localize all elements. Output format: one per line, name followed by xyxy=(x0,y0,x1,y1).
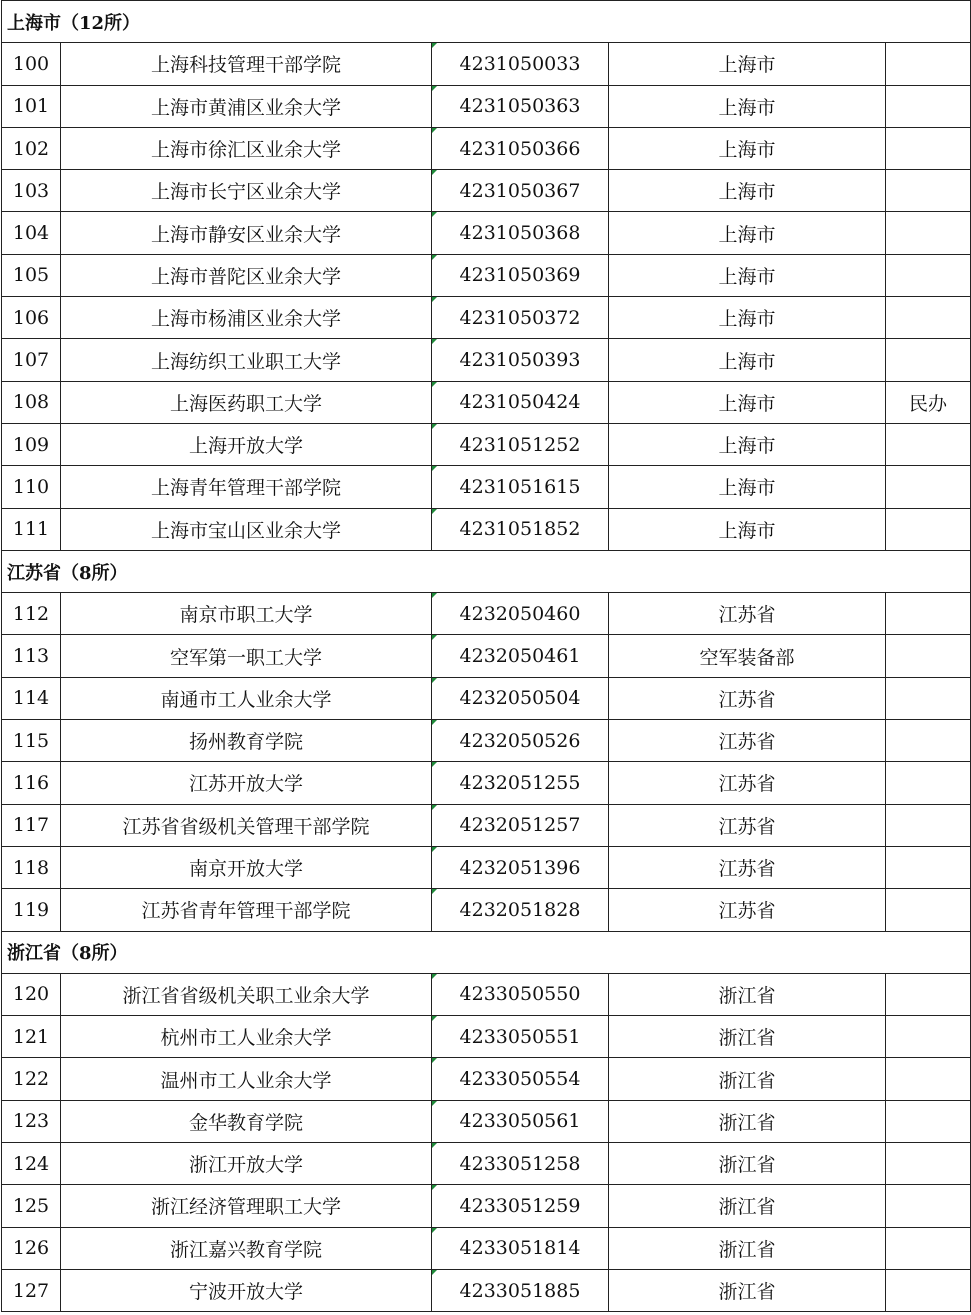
institution-code-cell: 4231050368 xyxy=(432,212,609,254)
authority-cell: 上海市 xyxy=(609,127,886,169)
table-row xyxy=(2,1227,971,1269)
authority-cell: 空军装备部 xyxy=(609,635,886,677)
institution-code-cell: 4233051259 xyxy=(432,1185,609,1227)
note-cell xyxy=(886,170,971,212)
institution-code-cell: 4231050367 xyxy=(432,170,609,212)
note-cell xyxy=(886,889,971,931)
authority-cell: 浙江省 xyxy=(609,1100,886,1142)
row-number-cell: 119 xyxy=(2,889,61,931)
institution-name-cell: 空军第一职工大学 xyxy=(61,635,432,677)
authority-cell: 浙江省 xyxy=(609,1269,886,1311)
note-cell xyxy=(886,43,971,85)
section-header-row xyxy=(2,1,971,43)
table-row xyxy=(2,254,971,296)
note-cell xyxy=(886,466,971,508)
institution-name-cell: 南京市职工大学 xyxy=(61,593,432,635)
row-number-cell: 109 xyxy=(2,423,61,465)
row-number-cell: 125 xyxy=(2,1185,61,1227)
note-cell xyxy=(886,1100,971,1142)
institution-code-cell: 4231051252 xyxy=(432,423,609,465)
note-cell xyxy=(886,508,971,550)
authority-cell: 浙江省 xyxy=(609,1185,886,1227)
note-cell xyxy=(886,339,971,381)
note-cell xyxy=(886,1269,971,1311)
institution-name-cell: 金华教育学院 xyxy=(61,1100,432,1142)
authority-cell: 上海市 xyxy=(609,466,886,508)
table-row xyxy=(2,423,971,465)
table-row xyxy=(2,127,971,169)
authority-cell: 上海市 xyxy=(609,43,886,85)
row-number-cell: 116 xyxy=(2,762,61,804)
table-row xyxy=(2,804,971,846)
note-cell xyxy=(886,212,971,254)
authority-cell: 上海市 xyxy=(609,212,886,254)
row-number-cell: 108 xyxy=(2,381,61,423)
institution-code-cell: 4233050561 xyxy=(432,1100,609,1142)
authority-cell: 浙江省 xyxy=(609,1143,886,1185)
institution-name-cell: 温州市工人业余大学 xyxy=(61,1058,432,1100)
table-row xyxy=(2,466,971,508)
note-cell xyxy=(886,254,971,296)
row-number-cell: 111 xyxy=(2,508,61,550)
institution-code-cell: 4231050363 xyxy=(432,85,609,127)
authority-cell: 上海市 xyxy=(609,508,886,550)
table-row xyxy=(2,339,971,381)
authority-cell: 浙江省 xyxy=(609,1227,886,1269)
row-number-cell: 115 xyxy=(2,720,61,762)
row-number-cell: 112 xyxy=(2,593,61,635)
row-number-cell: 127 xyxy=(2,1269,61,1311)
institution-code-cell: 4231050424 xyxy=(432,381,609,423)
section-title: 浙江省（8所） xyxy=(2,931,971,973)
table-row xyxy=(2,846,971,888)
institution-code-cell: 4232050526 xyxy=(432,720,609,762)
institution-name-cell: 上海开放大学 xyxy=(61,423,432,465)
institution-name-cell: 浙江嘉兴教育学院 xyxy=(61,1227,432,1269)
row-number-cell: 106 xyxy=(2,297,61,339)
table-row xyxy=(2,889,971,931)
row-number-cell: 124 xyxy=(2,1143,61,1185)
table-row xyxy=(2,1100,971,1142)
institution-name-cell: 杭州市工人业余大学 xyxy=(61,1016,432,1058)
table-row xyxy=(2,1016,971,1058)
authority-cell: 江苏省 xyxy=(609,889,886,931)
row-number-cell: 110 xyxy=(2,466,61,508)
authority-cell: 上海市 xyxy=(609,339,886,381)
institution-name-cell: 浙江省省级机关职工业余大学 xyxy=(61,973,432,1015)
row-number-cell: 104 xyxy=(2,212,61,254)
note-cell xyxy=(886,1016,971,1058)
note-cell xyxy=(886,297,971,339)
institution-code-cell: 4232050504 xyxy=(432,677,609,719)
row-number-cell: 126 xyxy=(2,1227,61,1269)
institution-name-cell: 上海科技管理干部学院 xyxy=(61,43,432,85)
table-row xyxy=(2,297,971,339)
note-cell xyxy=(886,804,971,846)
authority-cell: 江苏省 xyxy=(609,720,886,762)
table-row xyxy=(2,170,971,212)
institutions-table xyxy=(1,0,971,1312)
institution-name-cell: 浙江开放大学 xyxy=(61,1143,432,1185)
table-row xyxy=(2,677,971,719)
institution-code-cell: 4232051255 xyxy=(432,762,609,804)
section-header-row xyxy=(2,550,971,592)
note-cell xyxy=(886,762,971,804)
institution-name-cell: 上海市徐汇区业余大学 xyxy=(61,127,432,169)
table-row xyxy=(2,43,971,85)
section-header-row xyxy=(2,931,971,973)
note-cell xyxy=(886,720,971,762)
note-cell xyxy=(886,635,971,677)
authority-cell: 上海市 xyxy=(609,170,886,212)
institution-code-cell: 4233050550 xyxy=(432,973,609,1015)
institution-code-cell: 4233050554 xyxy=(432,1058,609,1100)
note-cell xyxy=(886,1143,971,1185)
table-body xyxy=(2,1,971,1312)
authority-cell: 江苏省 xyxy=(609,804,886,846)
institution-code-cell: 4231050033 xyxy=(432,43,609,85)
note-cell xyxy=(886,973,971,1015)
note-cell xyxy=(886,593,971,635)
authority-cell: 江苏省 xyxy=(609,846,886,888)
institution-code-cell: 4233051258 xyxy=(432,1143,609,1185)
row-number-cell: 117 xyxy=(2,804,61,846)
institution-name-cell: 宁波开放大学 xyxy=(61,1269,432,1311)
note-cell: 民办 xyxy=(886,381,971,423)
institution-code-cell: 4232051257 xyxy=(432,804,609,846)
table-row xyxy=(2,1269,971,1311)
table-row xyxy=(2,762,971,804)
institution-name-cell: 上海纺织工业职工大学 xyxy=(61,339,432,381)
table-row xyxy=(2,973,971,1015)
row-number-cell: 118 xyxy=(2,846,61,888)
institution-code-cell: 4232050461 xyxy=(432,635,609,677)
institution-name-cell: 上海市宝山区业余大学 xyxy=(61,508,432,550)
authority-cell: 江苏省 xyxy=(609,677,886,719)
note-cell xyxy=(886,846,971,888)
row-number-cell: 105 xyxy=(2,254,61,296)
authority-cell: 浙江省 xyxy=(609,1016,886,1058)
institution-name-cell: 江苏省省级机关管理干部学院 xyxy=(61,804,432,846)
row-number-cell: 114 xyxy=(2,677,61,719)
authority-cell: 上海市 xyxy=(609,297,886,339)
row-number-cell: 123 xyxy=(2,1100,61,1142)
note-cell xyxy=(886,85,971,127)
note-cell xyxy=(886,423,971,465)
note-cell xyxy=(886,1227,971,1269)
institution-name-cell: 上海医药职工大学 xyxy=(61,381,432,423)
institution-name-cell: 上海市普陀区业余大学 xyxy=(61,254,432,296)
row-number-cell: 121 xyxy=(2,1016,61,1058)
table-row xyxy=(2,212,971,254)
institution-name-cell: 南京开放大学 xyxy=(61,846,432,888)
row-number-cell: 103 xyxy=(2,170,61,212)
table-row xyxy=(2,720,971,762)
institution-name-cell: 扬州教育学院 xyxy=(61,720,432,762)
authority-cell: 江苏省 xyxy=(609,593,886,635)
table-row xyxy=(2,508,971,550)
row-number-cell: 120 xyxy=(2,973,61,1015)
table-row xyxy=(2,593,971,635)
institution-code-cell: 4233051885 xyxy=(432,1269,609,1311)
row-number-cell: 122 xyxy=(2,1058,61,1100)
institution-code-cell: 4231050369 xyxy=(432,254,609,296)
authority-cell: 上海市 xyxy=(609,254,886,296)
note-cell xyxy=(886,1185,971,1227)
institution-code-cell: 4232051828 xyxy=(432,889,609,931)
row-number-cell: 101 xyxy=(2,85,61,127)
table-row xyxy=(2,1058,971,1100)
institution-code-cell: 4233051814 xyxy=(432,1227,609,1269)
institution-code-cell: 4232051396 xyxy=(432,846,609,888)
authority-cell: 上海市 xyxy=(609,381,886,423)
note-cell xyxy=(886,1058,971,1100)
institution-name-cell: 江苏开放大学 xyxy=(61,762,432,804)
table-row xyxy=(2,1185,971,1227)
institution-name-cell: 上海青年管理干部学院 xyxy=(61,466,432,508)
authority-cell: 上海市 xyxy=(609,423,886,465)
institution-code-cell: 4232050460 xyxy=(432,593,609,635)
row-number-cell: 107 xyxy=(2,339,61,381)
table-row xyxy=(2,1143,971,1185)
table-row xyxy=(2,635,971,677)
table-row xyxy=(2,381,971,423)
authority-cell: 江苏省 xyxy=(609,762,886,804)
institution-name-cell: 南通市工人业余大学 xyxy=(61,677,432,719)
institution-name-cell: 浙江经济管理职工大学 xyxy=(61,1185,432,1227)
institution-name-cell: 江苏省青年管理干部学院 xyxy=(61,889,432,931)
table-row xyxy=(2,85,971,127)
institution-code-cell: 4231050372 xyxy=(432,297,609,339)
section-title: 上海市（12所） xyxy=(2,1,971,43)
section-title: 江苏省（8所） xyxy=(2,550,971,592)
note-cell xyxy=(886,127,971,169)
authority-cell: 浙江省 xyxy=(609,1058,886,1100)
institution-name-cell: 上海市杨浦区业余大学 xyxy=(61,297,432,339)
row-number-cell: 100 xyxy=(2,43,61,85)
institution-name-cell: 上海市静安区业余大学 xyxy=(61,212,432,254)
institution-code-cell: 4233050551 xyxy=(432,1016,609,1058)
institution-code-cell: 4231051852 xyxy=(432,508,609,550)
institution-code-cell: 4231050393 xyxy=(432,339,609,381)
row-number-cell: 113 xyxy=(2,635,61,677)
authority-cell: 上海市 xyxy=(609,85,886,127)
authority-cell: 浙江省 xyxy=(609,973,886,1015)
institution-code-cell: 4231051615 xyxy=(432,466,609,508)
institution-code-cell: 4231050366 xyxy=(432,127,609,169)
institution-name-cell: 上海市黄浦区业余大学 xyxy=(61,85,432,127)
note-cell xyxy=(886,677,971,719)
row-number-cell: 102 xyxy=(2,127,61,169)
institution-name-cell: 上海市长宁区业余大学 xyxy=(61,170,432,212)
